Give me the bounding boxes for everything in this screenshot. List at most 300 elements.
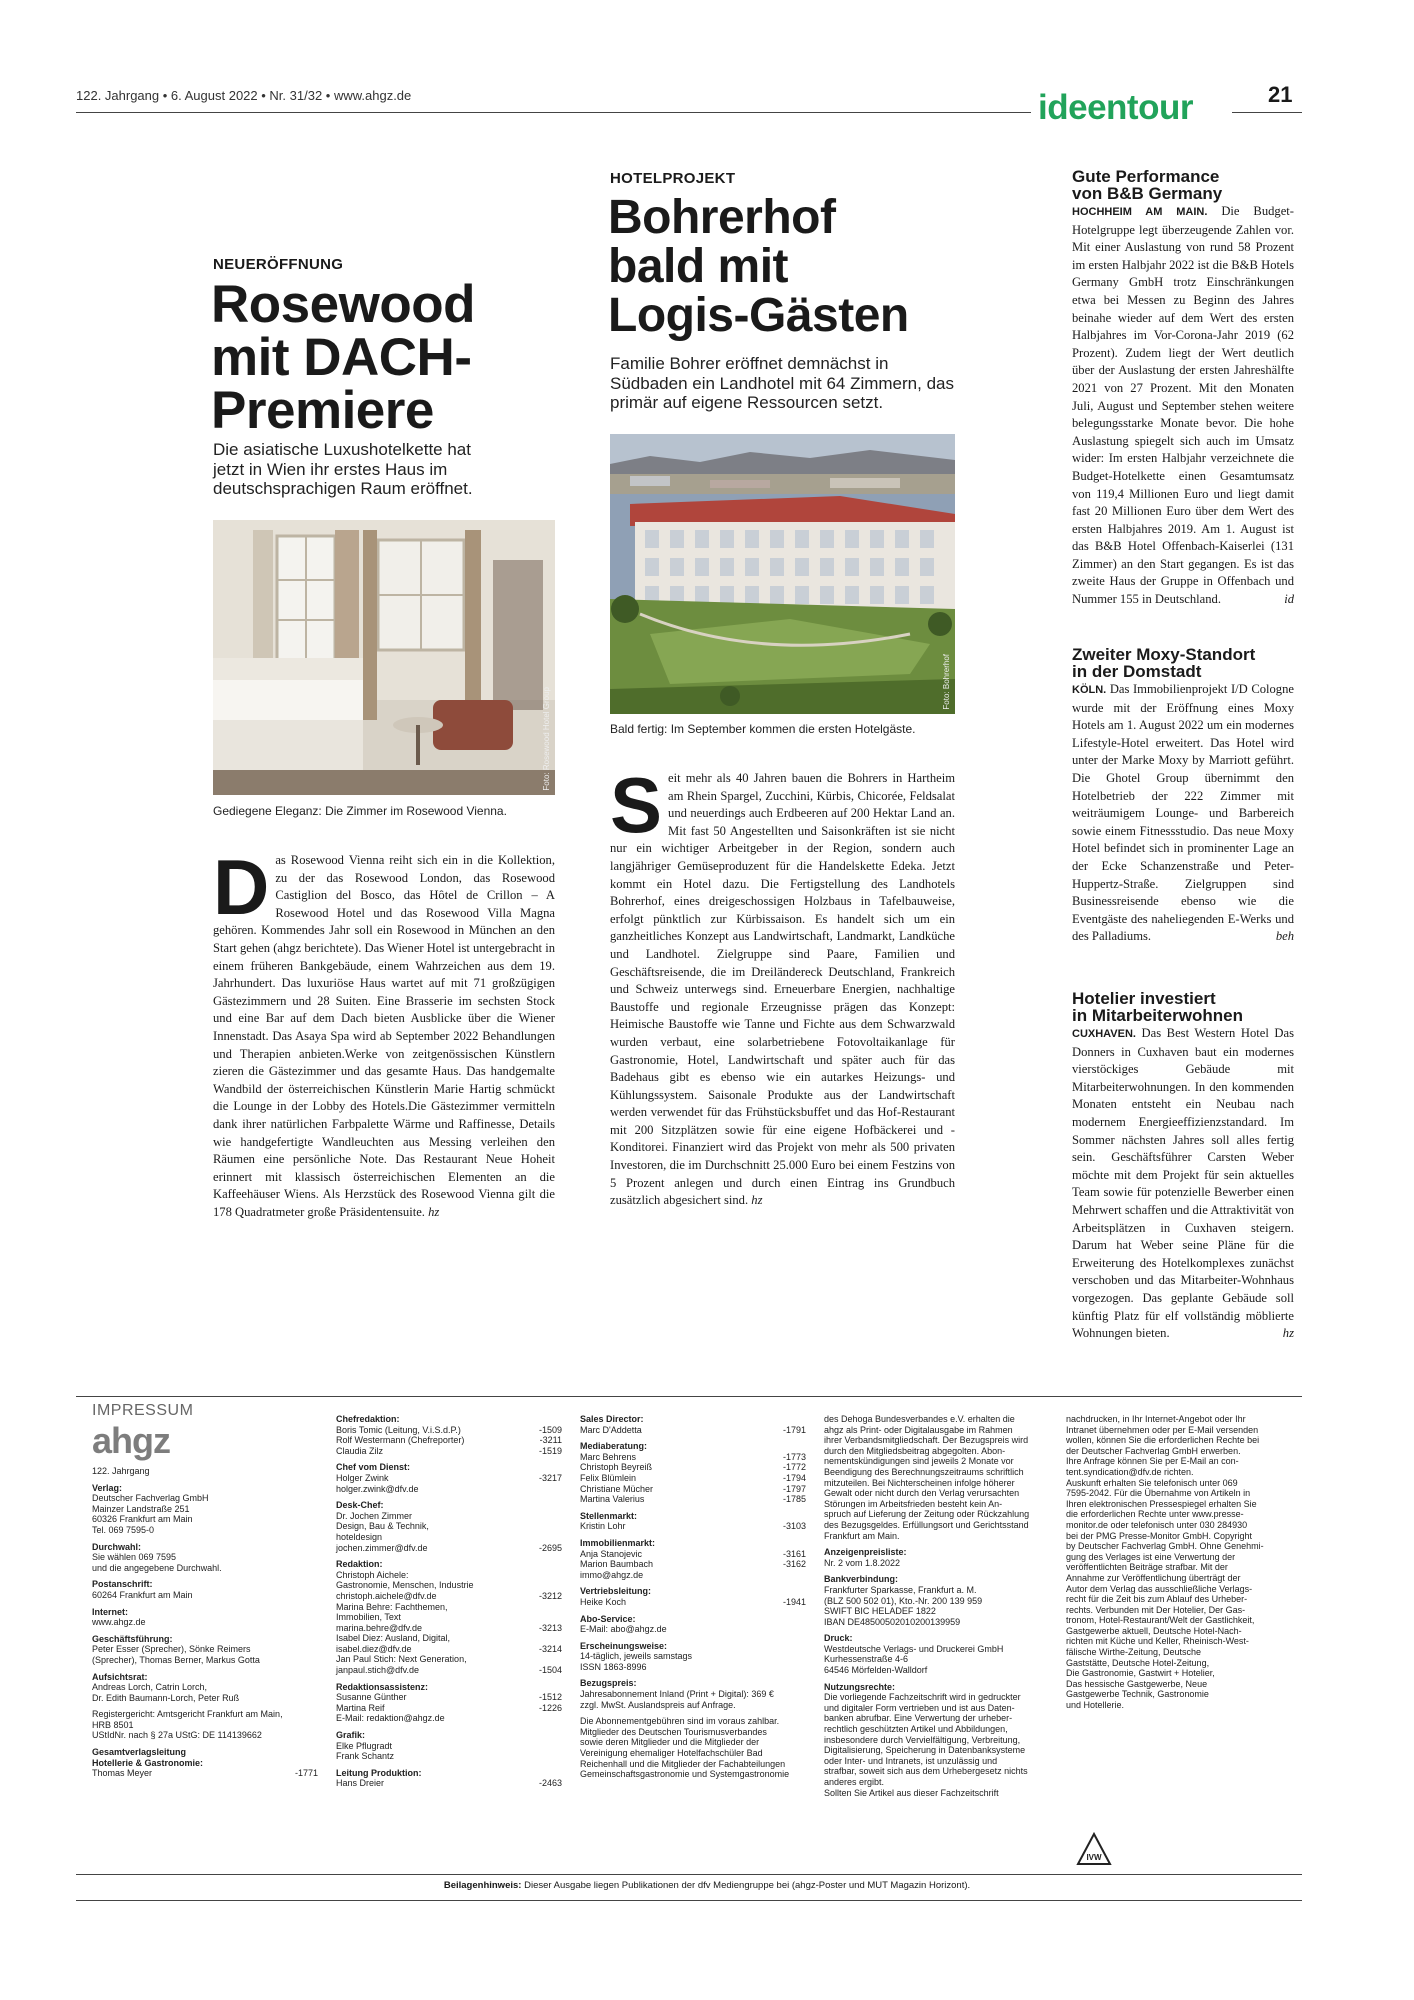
impressum-column-rights	[1066, 1414, 1286, 1711]
impressum-text: Sollten Sie Artikel aus dieser Fachzeitschrift	[824, 1787, 999, 1798]
hotel-room-image	[213, 520, 555, 795]
impressum-text: Stellenmarkt:	[580, 1510, 638, 1521]
impressum-line	[336, 1692, 562, 1703]
impressum-top-rule	[76, 1396, 1302, 1397]
news-brief-body-text	[1072, 203, 1294, 609]
impressum-line	[1066, 1414, 1286, 1425]
impressum-text: janpaul.stich@dfv.de	[336, 1665, 420, 1676]
impressum-text: Elke Pflugradt	[336, 1740, 393, 1751]
impressum-text: tent.syndication@dfv.de richten.	[1066, 1466, 1194, 1477]
impressum-line	[1066, 1541, 1286, 1552]
impressum-text: Redaktionsassistenz:	[336, 1681, 429, 1692]
impressum-text: Sales Director:	[580, 1414, 644, 1424]
impressum-line	[336, 1665, 562, 1676]
impressum-text: 60326 Frankfurt am Main	[92, 1514, 193, 1525]
impressum-line	[824, 1617, 1048, 1628]
rosewood-kicker: NEUERÖFFNUNG	[213, 256, 344, 273]
impressum-text: Ihre Anfrage können Sie per E-Mail an con-	[1066, 1456, 1239, 1467]
impressum-line	[92, 1514, 318, 1525]
impressum-text: Kurhessenstraße 4-6	[824, 1654, 909, 1665]
impressum-heading	[580, 1614, 806, 1625]
impressum-line	[336, 1612, 562, 1623]
impressum-text: Isabel Diez: Ausland, Digital,	[336, 1633, 451, 1644]
impressum-text: tronom, Hotel-Restaurant/Welt der Gastlichkeit,	[1066, 1615, 1255, 1626]
impressum-extension: -3212	[538, 1590, 562, 1601]
impressum-line	[336, 1633, 562, 1644]
impressum-text: gung des Verlages ist eine Verwertung der	[1066, 1551, 1236, 1562]
impressum-text: Christoph Beyreiß	[580, 1462, 653, 1473]
impressum-text: holger.zwink@dfv.de	[336, 1483, 419, 1494]
impressum-heading	[92, 1483, 318, 1494]
impressum-text: Tel. 069 7595-0	[92, 1524, 155, 1535]
impressum-text: Anzeigenpreisliste:	[824, 1547, 907, 1558]
impressum-text: veröffentlichten Beiträge strafbar. Mit der	[1066, 1562, 1228, 1573]
impressum-line	[580, 1759, 806, 1770]
impressum-text: Anja Stanojevic	[580, 1548, 643, 1559]
impressum-text: Autor dem Verlag das ausschließliche Verlags-	[1066, 1583, 1253, 1594]
impressum-text: des Bezugsgeldes. Erfüllungsort und Gerichtsstand	[824, 1519, 1029, 1530]
impressum-text: HRB 8501	[92, 1719, 134, 1730]
bohrerhof-kicker: HOTELPROJEKT	[610, 170, 736, 187]
impressum-text: IBAN DE48500502010200139959	[824, 1616, 961, 1627]
impressum-text: Registergericht: Amtsgericht Frankfurt am Main,	[92, 1709, 283, 1720]
impressum-text: christoph.aichele@dfv.de	[336, 1590, 437, 1601]
impressum-line	[824, 1446, 1048, 1457]
impressum-text: nementskündigungen sind jeweils 2 Monate vor	[824, 1456, 1014, 1467]
impressum-line	[92, 1768, 318, 1779]
impressum-extension: -3213	[538, 1622, 562, 1633]
impressum-text: Reichenhall und die Mitglieder der Fachabteilungen	[580, 1758, 786, 1769]
impressum-text: Mediaberatung:	[580, 1441, 648, 1452]
impressum-text: sowie deren Mitglieder und die Mitglieder der	[580, 1737, 760, 1748]
impressum-line	[336, 1751, 562, 1762]
impressum-extension: -3103	[782, 1521, 806, 1532]
impressum-line	[580, 1559, 806, 1570]
impressum-heading	[336, 1559, 562, 1570]
rosewood-body-text	[213, 843, 555, 1221]
impressum-text: Leitung Produktion:	[336, 1767, 422, 1778]
impressum-text: Marc Behrens	[580, 1451, 637, 1462]
impressum-heading	[92, 1672, 318, 1683]
ivw-logo-text: IVW	[1086, 1853, 1102, 1862]
bohrerhof-signature: hz	[751, 1193, 763, 1208]
impressum-text: Westdeutsche Verlags- und Druckerei GmbH	[824, 1643, 1004, 1654]
impressum-text: Peter Esser (Sprecher), Sönke Reimers	[92, 1644, 251, 1655]
impressum-text: Immobilien, Text	[336, 1612, 401, 1623]
impressum-line	[336, 1741, 562, 1752]
impressum-line	[1066, 1425, 1286, 1436]
impressum-text: Dr. Edith Baumann-Lorch, Peter Ruß	[92, 1692, 240, 1703]
impressum-text: Nutzungsrechte:	[824, 1681, 896, 1692]
impressum-heading	[92, 1758, 318, 1769]
impressum-text: Druck:	[824, 1633, 853, 1644]
impressum-line	[824, 1585, 1048, 1596]
news-brief-title-line: von B&B Germany	[1072, 184, 1223, 203]
impressum-text: rechts. Verbunden mit Der Hotelier, Der Gas-	[1066, 1604, 1246, 1615]
news-brief-title-line: Gute Performance	[1072, 167, 1220, 186]
impressum-line	[580, 1651, 806, 1662]
impressum-line	[824, 1558, 1048, 1569]
impressum-line	[824, 1414, 1048, 1425]
impressum-text: Dr. Jochen Zimmer	[336, 1510, 413, 1521]
impressum-line	[580, 1521, 806, 1532]
impressum-text: Abo-Service:	[580, 1613, 636, 1624]
impressum-line	[1066, 1700, 1286, 1711]
impressum-text: Andreas Lorch, Catrin Lorch,	[92, 1682, 208, 1693]
impressum-line	[336, 1521, 562, 1532]
impressum-line	[336, 1484, 562, 1495]
rosewood-headline-line: Premiere	[211, 381, 434, 440]
impressum-text: ahgz als Print- oder Digitalausgabe im Rahmen	[824, 1424, 1013, 1435]
rosewood-dropcap: D	[213, 843, 270, 931]
impressum-text: und digitaler Form vertrieben und ist aus Daten-	[824, 1702, 1015, 1713]
impressum-line	[824, 1777, 1048, 1788]
impressum-line	[824, 1745, 1048, 1756]
impressum-extension: -1504	[538, 1665, 562, 1676]
impressum-line	[580, 1462, 806, 1473]
impressum-line	[580, 1700, 806, 1711]
impressum-heading	[336, 1500, 562, 1511]
news-brief-body-text	[1072, 681, 1294, 946]
impressum-line	[824, 1531, 1048, 1542]
impressum-line	[1066, 1531, 1286, 1542]
news-brief-signature: beh	[1275, 929, 1294, 944]
impressum-extension: -1226	[538, 1702, 562, 1713]
impressum-extension: -1791	[782, 1424, 806, 1435]
impressum-text: Die Abonnementgebühren sind im voraus zahlbar.	[580, 1716, 780, 1727]
impressum-text: Holger Zwink	[336, 1472, 389, 1483]
impressum-text: by Deutscher Fachverlag GmbH. Ohne Genehmi-	[1066, 1541, 1264, 1552]
impressum-text: recht für die Zeit bis zum Ablauf des Urheber-	[1066, 1594, 1248, 1605]
impressum-text: Sie wählen 069 7595	[92, 1552, 177, 1563]
impressum-column-editorial	[336, 1414, 562, 1789]
impressum-line	[1066, 1636, 1286, 1647]
impressum-text: Störungen im Arbeitsfrieden besteht kein An-	[824, 1498, 1003, 1509]
page-number: 21	[1268, 82, 1293, 107]
impressum-text: Felix Blümlein	[580, 1472, 637, 1483]
impressum-line	[92, 1493, 318, 1504]
impressum-text: E-Mail: abo@ahgz.de	[580, 1624, 667, 1635]
impressum-text: richten mit Küche und Keller, Rheinisch-West-	[1066, 1636, 1249, 1647]
impressum-extension: -2463	[538, 1778, 562, 1789]
impressum-line	[1066, 1499, 1286, 1510]
impressum-line	[336, 1591, 562, 1602]
impressum-line	[824, 1724, 1048, 1735]
impressum-line	[580, 1662, 806, 1673]
news-brief-dateline: KÖLN.	[1072, 684, 1107, 696]
impressum-text: Boris Tomic (Leitung, V.i.S.d.P.)	[336, 1424, 461, 1435]
impressum-text: Claudia Zilz	[336, 1445, 384, 1456]
impressum-line	[824, 1509, 1048, 1520]
impressum-text: Verlag:	[92, 1482, 123, 1493]
impressum-text: Gastgewerbe Technik, Gastronomie	[1066, 1689, 1209, 1700]
impressum-text: jochen.zimmer@dfv.de	[336, 1542, 428, 1553]
impressum-heading	[580, 1538, 806, 1549]
impressum-bottom-rule	[76, 1874, 1302, 1875]
impressum-line	[824, 1606, 1048, 1617]
impressum-line	[92, 1617, 318, 1628]
impressum-text: Frankfurter Sparkasse, Frankfurt a. M.	[824, 1584, 977, 1595]
impressum-text: E-Mail: redaktion@ahgz.de	[336, 1713, 445, 1724]
impressum-extension: -3162	[782, 1559, 806, 1570]
impressum-line	[1066, 1626, 1286, 1637]
impressum-line	[824, 1488, 1048, 1499]
rosewood-photo	[213, 520, 555, 795]
impressum-text: Vereinigung ehemaliger Hotelfachschüler Bad	[580, 1748, 763, 1759]
impressum-line	[580, 1727, 806, 1738]
impressum-text: Durchwahl:	[92, 1541, 142, 1552]
impressum-line	[92, 1504, 318, 1515]
impressum-text: Christiane Mücher	[580, 1483, 654, 1494]
impressum-line	[824, 1756, 1048, 1767]
impressum-text: Postanschrift:	[92, 1579, 153, 1590]
issue-info: 122. Jahrgang • 6. August 2022 • Nr. 31/32 • www.ahgz.de	[76, 88, 412, 103]
bohrerhof-photo	[610, 434, 955, 714]
news-brief-title-line: in Mitarbeiterwohnen	[1072, 1006, 1243, 1025]
impressum-text: Heike Koch	[580, 1596, 627, 1607]
impressum-line	[336, 1580, 562, 1591]
impressum-text: Nr. 2 vom 1.8.2022	[824, 1557, 901, 1568]
impressum-extension: -3217	[538, 1472, 562, 1483]
impressum-line	[824, 1467, 1048, 1478]
impressum-text: ihrer Verbandsmitgliedschaft. Der Bezugspreis wird	[824, 1435, 1029, 1446]
impressum-extension: -2695	[538, 1542, 562, 1553]
impressum-extension: -3214	[538, 1643, 562, 1654]
impressum-text: Gesamtverlagsleitung	[92, 1747, 187, 1758]
impressum-heading	[336, 1462, 562, 1473]
impressum-line	[824, 1654, 1048, 1665]
impressum-text: www.ahgz.de	[92, 1617, 146, 1628]
impressum-line	[824, 1665, 1048, 1676]
impressum-text: Martina Valerius	[580, 1494, 645, 1505]
impressum-text: SWIFT BIC HELADEF 1822	[824, 1606, 936, 1617]
impressum-heading	[92, 1579, 318, 1590]
impressum-line	[824, 1788, 1048, 1799]
impressum-text: Frank Schantz	[336, 1751, 395, 1762]
impressum-heading	[824, 1682, 1048, 1693]
impressum-heading	[824, 1633, 1048, 1644]
impressum-text: oder Inter- und Intranets, ist unzulässig und	[824, 1755, 998, 1766]
news-brief-signature: hz	[1282, 1326, 1294, 1341]
impressum-line	[824, 1692, 1048, 1703]
impressum-line	[1066, 1456, 1286, 1467]
impressum-text: Marion Baumbach	[580, 1559, 654, 1570]
rosewood-headline	[211, 275, 475, 440]
bohrerhof-headline-line: Bohrerhof	[608, 191, 836, 244]
impressum-text: 14-täglich, jeweils samstags	[580, 1651, 693, 1662]
impressum-line	[824, 1520, 1048, 1531]
impressum-line	[1066, 1668, 1286, 1679]
news-brief-dateline: HOCHHEIM AM MAIN.	[1072, 206, 1208, 218]
impressum-heading	[336, 1414, 562, 1425]
impressum-text: 60264 Frankfurt am Main	[92, 1589, 193, 1600]
impressum-line	[1066, 1435, 1286, 1446]
impressum-text: 122. Jahrgang	[92, 1466, 150, 1476]
rosewood-caption: Gediegene Eleganz: Die Zimmer im Rosewood Vienna.	[213, 804, 507, 818]
impressum-line	[1066, 1573, 1286, 1584]
impressum-text: hoteldesign	[336, 1531, 383, 1542]
impressum-line	[580, 1624, 806, 1635]
impressum-line	[336, 1425, 562, 1436]
impressum-line	[336, 1473, 562, 1484]
impressum-text: bei der PMG Presse-Monitor GmbH. Copyright	[1066, 1530, 1253, 1541]
impressum-line	[92, 1552, 318, 1563]
impressum-heading	[92, 1607, 318, 1618]
impressum-heading	[580, 1586, 806, 1597]
impressum-text: Gemeinschaftsgastronomie und Systemgastronomie	[580, 1769, 790, 1780]
impressum-text: anderes ergibt.	[824, 1777, 885, 1787]
news-brief-body: Die Budget-Hotelgruppe legt überzeugende Zahlen vor. Mit einer Auslastung von rund 58 Prozent im ersten Halbjahr 2022 ist die B&B Hotels Germany GmbH trotz Einschränkungen etwa bei Messen zu Beginn des Jahres beinahe wieder auf dem Wert des ersten Halbjahres im Vor-Corona-Jahr 2019 (62 Prozent). Zudem liegt der Wert deutlich über der Auslastung der ersten Jahreshälfte 2021 von 27 Prozent. Mit den Monaten Juli, August und September stehen weitere belegungsstarke Monate bevor. Die hohe Auslastung spiegelt sich auch im Umsatz wider: Im ersten Halbjahr verzeichnete die Budget-Hotelkette einen Gesamtumsatz von 119,4 Millionen Euro und liegt damit fast 20 Millionen Euro über dem Wert des ersten Halbjahres 2019. Am 1. August ist das B&B Hotel Offenbach-Kaiserlei (131 Zimmer) an den Start gegangen. Es ist das zweite Haus der Gruppe in Offenbach und Nummer 155 in Deutschland.	[1072, 204, 1294, 607]
impressum-line	[580, 1737, 806, 1748]
impressum-text: Ihren elektronischen Pressespiegel erhalten Sie	[1066, 1498, 1257, 1509]
bohrerhof-dropcap: S	[610, 761, 663, 849]
impressum-line	[1066, 1594, 1286, 1605]
impressum-line	[92, 1693, 318, 1704]
impressum-text: Bezugspreis:	[580, 1678, 637, 1689]
impressum-heading	[336, 1682, 562, 1693]
impressum-line	[336, 1654, 562, 1665]
impressum-text: strafbar, soweit sich aus dem Urhebergesetz nichts	[824, 1766, 1028, 1777]
impressum-text: Frankfurt am Main.	[824, 1530, 900, 1541]
impressum-line	[1066, 1509, 1286, 1520]
impressum-text: Marc D'Addetta	[580, 1424, 642, 1435]
bohrerhof-caption: Bald fertig: Im September kommen die ersten Hotelgäste.	[610, 722, 916, 736]
impressum-line	[336, 1446, 562, 1457]
impressum-text: Desk-Chef:	[336, 1500, 384, 1511]
impressum-line	[1066, 1658, 1286, 1669]
impressum-text: und Hotellerie.	[1066, 1700, 1125, 1711]
ahgz-logo: ahgz	[92, 1420, 171, 1461]
impressum-line	[92, 1563, 318, 1574]
impressum-text: 7595-2042. Für die Übernahme von Artikeln in	[1066, 1488, 1251, 1499]
impressum-text: spruch auf Lieferung der Zeitung oder Rückzahlung	[824, 1509, 1030, 1520]
impressum-line	[824, 1425, 1048, 1436]
bohrerhof-lead: Familie Bohrer eröffnet demnächst in Südbaden ein Landhotel mit 64 Zimmern, das primär auf eigene Ressourcen setzt.	[610, 354, 954, 413]
impressum-text: Chef vom Dienst:	[336, 1462, 411, 1473]
bohrerhof-headline	[608, 191, 909, 342]
impressum-heading	[580, 1511, 806, 1522]
impressum-text: isabel.diez@dfv.de	[336, 1643, 412, 1654]
impressum-text: Deutscher Fachverlag GmbH	[92, 1493, 209, 1504]
news-brief-bb	[1072, 168, 1294, 609]
impressum-text: (BLZ 500 502 01), Kto.-Nr. 200 139 959	[824, 1595, 983, 1606]
impressum-extension: -1773	[782, 1451, 806, 1462]
impressum-line	[1066, 1615, 1286, 1626]
impressum-line	[824, 1435, 1048, 1446]
impressum-text: Grafik:	[336, 1730, 366, 1741]
impressum-text: immo@ahgz.de	[580, 1569, 644, 1580]
impressum-text: (Sprecher), Thomas Berner, Markus Gotta	[92, 1654, 260, 1665]
impressum-line	[824, 1703, 1048, 1714]
impressum-heading	[824, 1547, 1048, 1558]
footer-rule	[76, 1900, 1302, 1901]
impressum-line	[824, 1499, 1048, 1510]
impressum-text: Kristin Lohr	[580, 1521, 626, 1532]
impressum-line	[1066, 1520, 1286, 1531]
news-brief-signature: id	[1284, 592, 1294, 607]
impressum-heading	[336, 1730, 562, 1741]
rosewood-photo-credit: Foto: Rosewood Hotel Group	[542, 687, 551, 791]
beilagen-text: Dieser Ausgabe liegen Publikationen der dfv Mediengruppe bei (ahgz-Poster und MUT Magazin Horizont).	[524, 1880, 971, 1891]
impressum-line	[824, 1766, 1048, 1777]
impressum-text: Chefredaktion:	[336, 1414, 400, 1424]
impressum-heading	[580, 1641, 806, 1652]
bohrerhof-headline-line: Logis-Gästen	[608, 288, 909, 342]
impressum-line	[336, 1703, 562, 1714]
rosewood-signature: hz	[428, 1204, 440, 1219]
impressum-text: ISSN 1863-8996	[580, 1661, 647, 1672]
bohrerhof-body: eit mehr als 40 Jahren bauen die Bohrers in Hartheim am Rhein Spargel, Zucchini, Kürbis, Chicorée, Feldsalat und neuerdings auch Erdbeeren auf 200 Hektar Land an. Mit fast 50 Angestellten und Saisonkräften ist sie nicht nur ein wichtiger Arbeitgeber in der Region, sondern auch langjähriger Gemüseproduzent für die Handelskette Edeka. Jetzt kommt ein Hotel dazu. Die Fertigstellung des Landhotels Bohrerhof, eines dreigeschossigen Holzbaus in Tafelbauweise, erfolgt pünktlich zur Kürbissaison. Es handelt sich um ein ganzheitliches Konzept aus Landwirtschaft, Landmarkt, Landküche und Landhotel. Zielgruppe sind Paare, Familien und Geschäftsreisende, die im Dreiländereck Deutschland, Frankreich und Schweiz unterwegs sind. Erneuerbare Energien, nachhaltige Baustoffe und regionale Erzeugnisse prägen das Konzept: Heimische Baustoffe wie Tanne und Fichte aus dem Schwarzwald wurden verbaut, eine solarbetriebene Fotovoltaikanlage für Gastronomie, Hotel, Landwirtschaft und später auch für das Badehaus gibt es ebenso wie ein autarkes Heizungs- und Kühlungssystem. Saisonale Produkte aus der Landwirtschaft werden verwendet für das Frühstücksbuffet und das Hof-Restaurant mit 200 Sitzplätzen sowie für eine eigene Hofbäckerei und -Konditorei. Finanziert wird das Projekt von mehr als 500 privaten Investoren, die im Durchschnitt 25.000 Euro bei einem Festzins von 5 Prozent anlegen und durch einen Eintrag ins Grundbuch zusätzlich abgesichert sind.	[610, 771, 955, 1208]
impressum-text: Hotellerie & Gastronomie:	[92, 1757, 204, 1768]
impressum-extension: -3161	[782, 1548, 806, 1559]
impressum-heading	[824, 1574, 1048, 1585]
impressum-line	[1066, 1689, 1286, 1700]
impressum-text: Mainzer Landstraße 251	[92, 1503, 190, 1514]
impressum-line	[1066, 1584, 1286, 1595]
impressum-text: 64546 Mörfelden-Walldorf	[824, 1665, 928, 1676]
impressum-extension: -1941	[782, 1596, 806, 1607]
impressum-heading	[336, 1768, 562, 1779]
impressum-line	[92, 1466, 318, 1477]
impressum-line	[92, 1730, 318, 1741]
impressum-text: Gewalt oder nicht durch den Verlag verursachten	[824, 1488, 1020, 1499]
impressum-extension: -3211	[539, 1435, 562, 1446]
impressum-line	[92, 1720, 318, 1731]
impressum-extension: -1519	[538, 1445, 562, 1456]
impressum-text: Design, Bau & Technik,	[336, 1521, 429, 1532]
impressum-line	[580, 1473, 806, 1484]
impressum-line	[92, 1525, 318, 1536]
impressum-line	[580, 1769, 806, 1780]
news-brief-body: Das Immobilienprojekt I/D Cologne wurde mit der Eröffnung eines Moxy Hotels am 1. August 2022 um ein modernes Lifestyle-Hotel erweitert. Das Hotel wird unter der Marke Moxy by Marriott geführt. Die Ghotel Group übernimmt den Hotelbetrieb der 222 Zimmer mit weiträumigem Lounge- und Barbereich sowie einem Fitnessstudio. Das neue Moxy Hotel befindet sich in prominenter Lage an der Ecke Schanzenstraße und Peter-Huppertz-Straße. Zielgruppen sind Businessreisende ebenso wie die Eventgäste des naheliegenden E-Werks und des Palladiums.	[1072, 682, 1294, 944]
impressum-text: Redaktion:	[336, 1559, 383, 1570]
impressum-text: nachdrucken, in Ihr Internet-Angebot oder Ihr	[1066, 1414, 1246, 1424]
impressum-extension: -1512	[538, 1692, 562, 1703]
impressum-line	[336, 1644, 562, 1655]
impressum-line	[824, 1644, 1048, 1655]
bohrerhof-headline-line: bald mit	[608, 239, 789, 293]
impressum-text: Die Gastronomie, Gastwirt + Hotelier,	[1066, 1668, 1215, 1679]
impressum-line	[1066, 1467, 1286, 1478]
impressum-line	[336, 1532, 562, 1543]
impressum-text: UStIdNr. nach § 27a UStG: DE 114139662	[92, 1730, 262, 1741]
impressum-text: durch den Mitgliedsbeitrag abgegolten. Abon-	[824, 1445, 1006, 1456]
impressum-line	[336, 1602, 562, 1613]
impressum-text: Auskunft erhalten Sie telefonisch unter 069	[1066, 1477, 1238, 1488]
news-brief-title	[1072, 646, 1294, 680]
impressum-text: Gastgewerbe aktuell, Deutsche Hotel-Nach-	[1066, 1625, 1242, 1636]
impressum-text: Beendigung des Berechnungszeitraums schriftlich	[824, 1466, 1024, 1477]
impressum-text: Erscheinungsweise:	[580, 1640, 668, 1651]
impressum-heading	[92, 1747, 318, 1758]
impressum-text: Vertriebsleitung:	[580, 1586, 652, 1597]
impressum-text: marina.behre@dfv.de	[336, 1622, 423, 1633]
beilagen-notice	[0, 1880, 1414, 1891]
impressum-heading	[92, 1634, 318, 1645]
news-brief-dateline: CUXHAVEN.	[1072, 1028, 1136, 1040]
impressum-extension: -1785	[782, 1494, 806, 1505]
impressum-text: Susanne Günther	[336, 1692, 407, 1703]
impressum-text: Intranet übernehmen oder per E-Mail versenden	[1066, 1424, 1259, 1435]
impressum-line	[1066, 1605, 1286, 1616]
impressum-line	[92, 1590, 318, 1601]
news-brief-moxy	[1072, 646, 1294, 946]
impressum-line	[580, 1570, 806, 1581]
news-brief-body: Das Best Western Hotel Das Donners in Cuxhaven baut ein modernes vierstöckiges Gebäude mit Mitarbeiterwohnungen. In den kommenden Monaten entsteht ein Neubau nach modernem Energieeffizienzstandard. Im Sommer nächsten Jahres soll alles fertig sein. Geschäftsführer Carsten Weber möchte mit dem Projekt für sein aktuelles Team sowie für potenzielle Bewerber einen Mehrwert schaffen und die Attraktivität von Arbeitsplätzen in Cuxhaven steigern. Darum hat Weber seine Pläne für die Erweiterung des Hotelkomplexes zunächst verschoben und das Mitarbeiter-Wohnhaus vorgezogen. Das geplante Gebäude soll künftig Platz für elf vollständig möblierte Wohnungen bieten.	[1072, 1026, 1295, 1341]
impressum-heading	[92, 1542, 318, 1553]
impressum-line	[92, 1682, 318, 1693]
news-brief-cuxhaven	[1072, 990, 1294, 1343]
